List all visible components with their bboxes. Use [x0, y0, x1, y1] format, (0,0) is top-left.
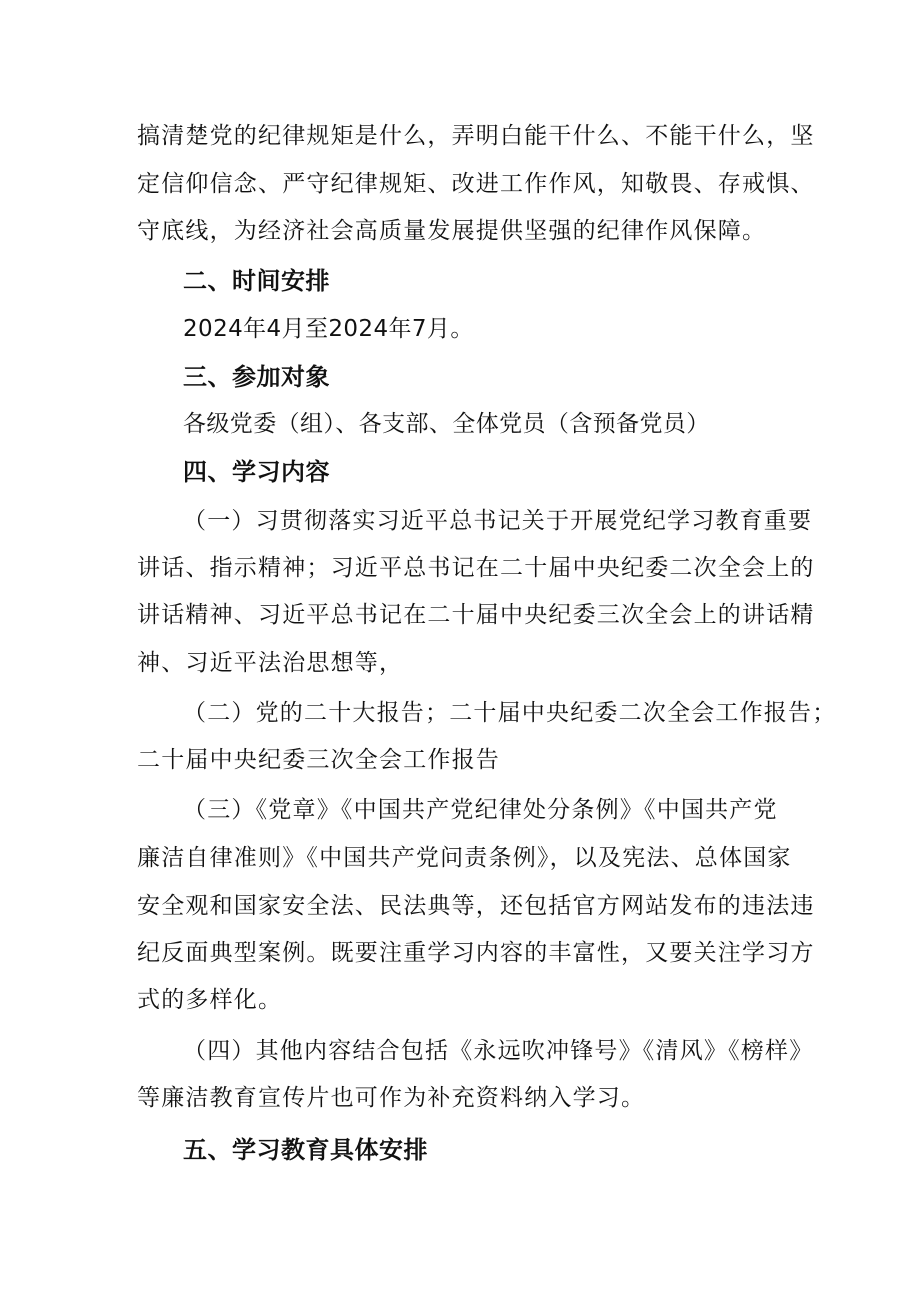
content-item-4-line-2: 等廉洁教育宣传片也可作为补充资料纳入学习。 — [137, 1085, 646, 1111]
participants-text: 各级党委（组）、各支部、全体党员（含预备党员） — [183, 411, 710, 437]
section-heading-schedule: 二、时间安排 — [183, 267, 330, 295]
intro-line-3: 守底线，为经济社会高质量发展提供坚强的纪律作风保障。 — [137, 218, 767, 244]
content-item-2-line-1: （二）党的二十大报告；二十届中央纪委二次全会工作报告； — [183, 700, 837, 726]
content-item-1-line-1: （一）习贯彻落实习近平总书记关于开展党纪学习教育重要 — [183, 508, 813, 534]
content-item-4-line-1: （四）其他内容结合包括《永远吹冲锋号》《清风》《榜样》 — [183, 1038, 814, 1064]
content-item-3-line-2: 廉洁自律准则》《中国共产党问责条例》，以及宪法、总体国家 — [137, 845, 792, 871]
content-item-3-line-5: 式的多样化。 — [137, 987, 283, 1013]
content-item-2-line-2: 二十届中央纪委三次全会工作报告 — [137, 747, 500, 773]
content-item-1-line-3: 讲话精神、习近平总书记在二十届中央纪委三次全会上的讲话精 — [137, 602, 815, 628]
schedule-text: 2024年4月至2024年7月。 — [183, 316, 474, 342]
intro-line-2: 定信仰信念、严守纪律规矩、改进工作作风，知敬畏、存戒惧、 — [137, 171, 815, 197]
content-item-3-line-1: （三）《党章》《中国共产党纪律处分条例》《中国共产党 — [183, 797, 778, 823]
content-item-3-line-4: 纪反面典型案例。既要注重学习内容的丰富性，又要关注学习方 — [137, 940, 815, 966]
content-item-1-line-2: 讲话、指示精神；习近平总书记在二十届中央纪委二次全会上的 — [137, 555, 815, 581]
content-item-1-line-4: 神、习近平法治思想等， — [137, 650, 404, 676]
section-heading-content: 四、学习内容 — [183, 458, 330, 486]
section-heading-arrangement: 五、学习教育具体安排 — [183, 1136, 428, 1164]
content-item-3-line-3: 安全观和国家安全法、民法典等，还包括官方网站发布的违法违 — [137, 893, 815, 919]
intro-line-1: 搞清楚党的纪律规矩是什么，弄明白能干什么、不能干什么，坚 — [137, 123, 815, 149]
section-heading-participants: 三、参加对象 — [183, 363, 330, 391]
